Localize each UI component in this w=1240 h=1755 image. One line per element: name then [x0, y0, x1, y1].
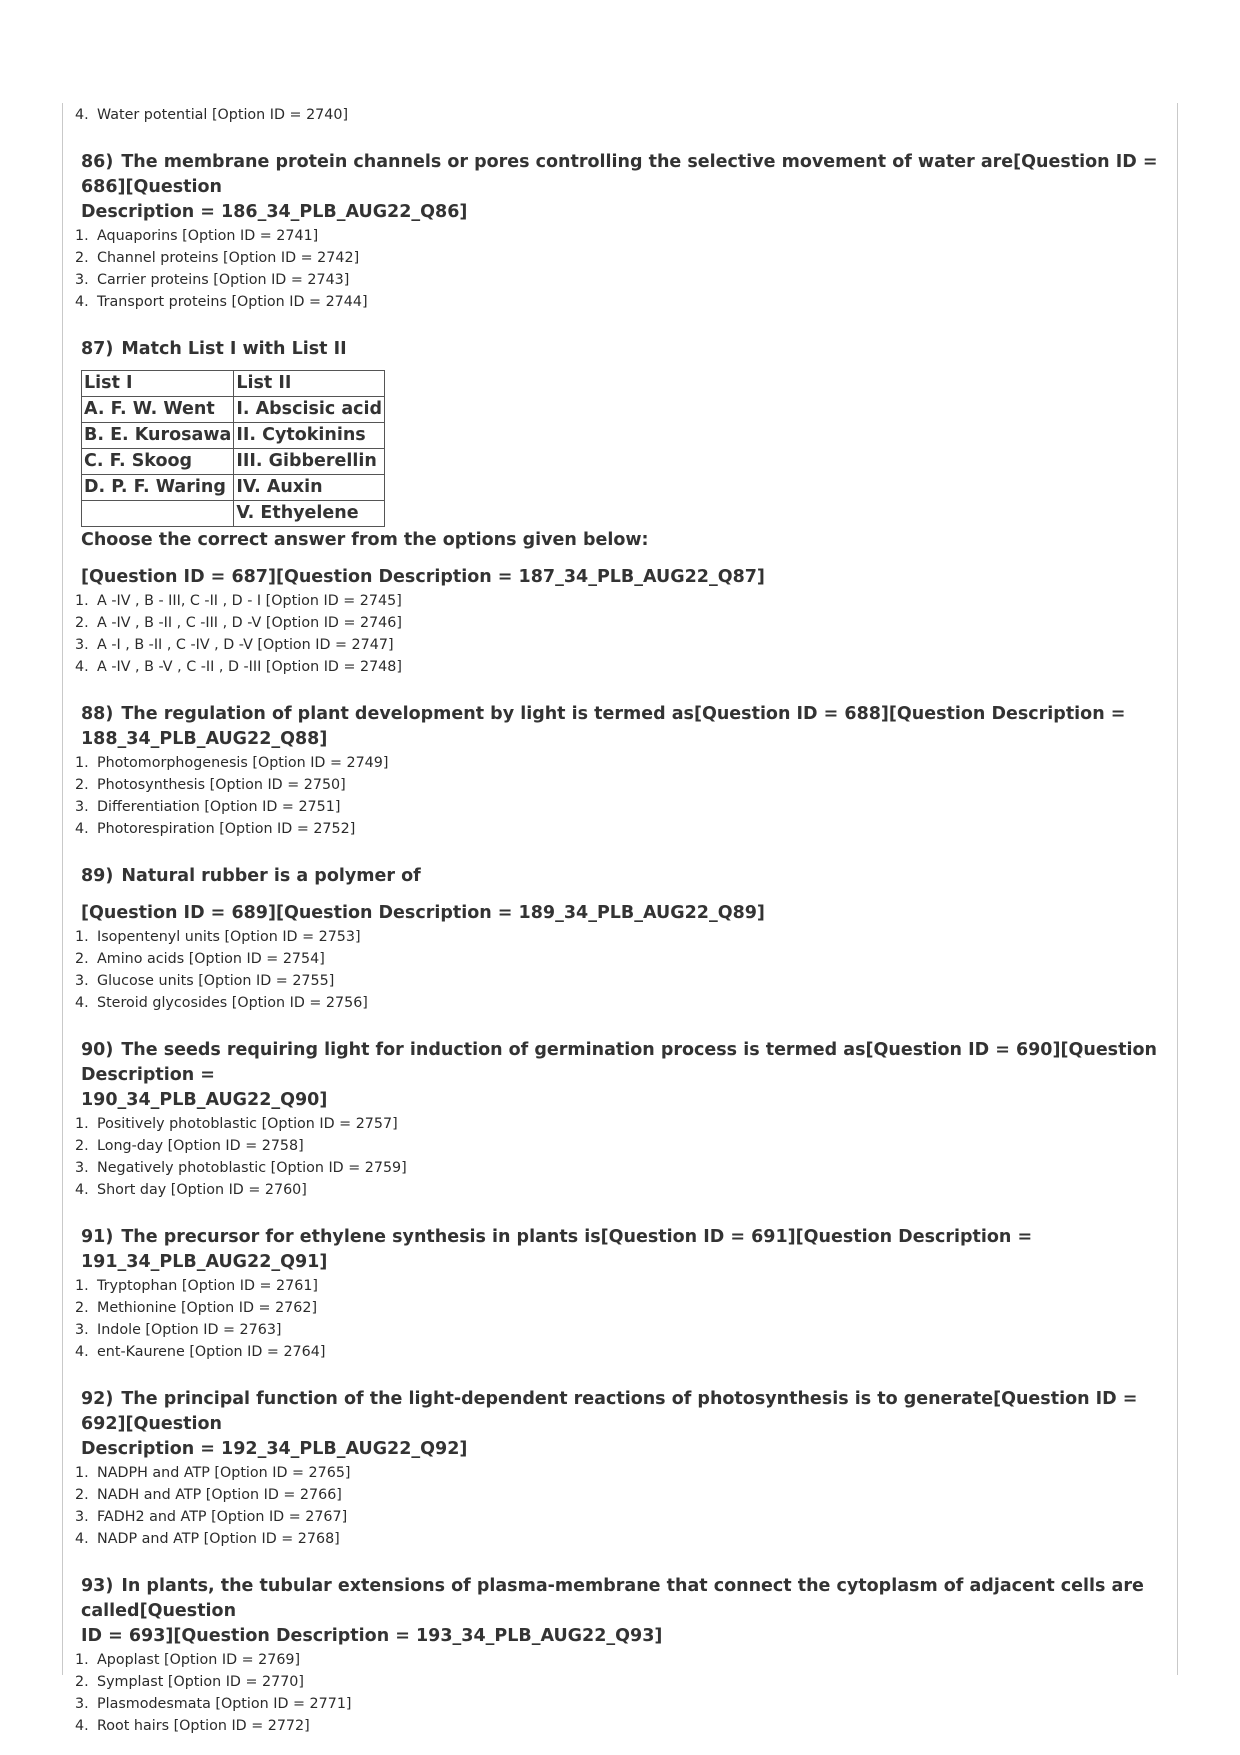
option-item: 4. Steroid glycosides [Option ID = 2756] — [75, 995, 368, 1011]
question-text: 89) Natural rubber is a polymer of — [81, 866, 421, 886]
option-item: 1. Photomorphogenesis [Option ID = 2749] — [75, 755, 389, 771]
question-text: 91) The precursor for ethylene synthesis in plants is[Question ID = 691][Question Description = 191_34_PLB_AUG22_Q91] — [81, 1227, 1033, 1272]
question-91 — [75, 1225, 1175, 1363]
option-item: 4. Transport proteins [Option ID = 2744] — [75, 294, 368, 310]
option-item: 4. Root hairs [Option ID = 2772] — [75, 1718, 310, 1734]
table-cell — [82, 501, 234, 527]
table-cell: B. E. Kurosawa — [82, 423, 234, 449]
option-item: 1. Positively photoblastic [Option ID = 2757] — [75, 1116, 398, 1132]
table-cell: C. F. Skoog — [82, 449, 234, 475]
option-item: 3. Carrier proteins [Option ID = 2743] — [75, 272, 350, 288]
option-item: 3. Indole [Option ID = 2763] — [75, 1322, 282, 1338]
question-paper — [75, 104, 1175, 1737]
table-cell: A. F. W. Went — [82, 397, 234, 423]
table-header-cell: List I — [82, 371, 234, 397]
option-item: 4. ent-Kaurene [Option ID = 2764] — [75, 1344, 326, 1360]
question-id-line: [Question ID = 689][Question Description = 189_34_PLB_AUG22_Q89] — [81, 903, 765, 923]
question-text: 90) The seeds requiring light for induction of germination process is termed as[Question ID = 690][Question Description = 190_34_PLB_AUG22_Q90] — [81, 1040, 1157, 1110]
table-cell: V. Ethyelene — [234, 501, 385, 527]
option-item: 2. Channel proteins [Option ID = 2742] — [75, 250, 360, 266]
question-87 — [75, 337, 1175, 678]
question-93 — [75, 1574, 1175, 1737]
table-cell: III. Gibberellin — [234, 449, 385, 475]
option-item: 2. Symplast [Option ID = 2770] — [75, 1674, 304, 1690]
option-item: 2. Amino acids [Option ID = 2754] — [75, 951, 325, 967]
option-item: 3. Plasmodesmata [Option ID = 2771] — [75, 1696, 352, 1712]
option-item: 3. A -I , B -II , C -IV , D -V [Option ID = 2747] — [75, 637, 394, 653]
table-cell: I. Abscisic acid — [234, 397, 385, 423]
question-90 — [75, 1038, 1175, 1201]
left-margin-rule — [62, 103, 63, 1675]
option-item: 2. A -IV , B -II , C -III , D -V [Option ID = 2746] — [75, 615, 402, 631]
option-item: 1. Tryptophan [Option ID = 2761] — [75, 1278, 318, 1294]
table-row — [82, 449, 385, 475]
option-item: 2. Methionine [Option ID = 2762] — [75, 1300, 318, 1316]
option-item: 1. Aquaporins [Option ID = 2741] — [75, 228, 319, 244]
table-cell: II. Cytokinins — [234, 423, 385, 449]
question-86 — [75, 150, 1175, 313]
option-item: 2. Photosynthesis [Option ID = 2750] — [75, 777, 346, 793]
option-item: 3. Negatively photoblastic [Option ID = 2759] — [75, 1160, 407, 1176]
option-item: 1. Apoplast [Option ID = 2769] — [75, 1652, 301, 1668]
question-text: 87) Match List I with List II — [81, 339, 347, 359]
option-item: 2. Long-day [Option ID = 2758] — [75, 1138, 304, 1154]
table-row — [82, 501, 385, 527]
option-item: 4. Water potential [Option ID = 2740] — [75, 107, 349, 123]
option-item: 4. A -IV , B -V , C -II , D -III [Option ID = 2748] — [75, 659, 402, 675]
instruction-text: Choose the correct answer from the options given below: — [81, 530, 649, 550]
option-item: 4. Photorespiration [Option ID = 2752] — [75, 821, 356, 837]
option-item: 2. NADH and ATP [Option ID = 2766] — [75, 1487, 342, 1503]
table-cell: IV. Auxin — [234, 475, 385, 501]
option-item: 3. Glucose units [Option ID = 2755] — [75, 973, 335, 989]
option-item: 3. Differentiation [Option ID = 2751] — [75, 799, 341, 815]
question-text: 86) The membrane protein channels or pores controlling the selective movement of water are[Question ID = 686][Question Description = 186_34_PLB_AUG22_Q86] — [81, 152, 1158, 222]
question-92 — [75, 1387, 1175, 1550]
option-item: 1. Isopentenyl units [Option ID = 2753] — [75, 929, 361, 945]
table-header-cell: List II — [234, 371, 385, 397]
option-item: 4. NADP and ATP [Option ID = 2768] — [75, 1531, 340, 1547]
table-cell: D. P. F. Waring — [82, 475, 234, 501]
table-row — [82, 475, 385, 501]
table-row — [82, 423, 385, 449]
option-item: 1. A -IV , B - III, C -II , D - I [Option ID = 2745] — [75, 593, 402, 609]
question-id-line: [Question ID = 687][Question Description = 187_34_PLB_AUG22_Q87] — [81, 567, 765, 587]
table-row — [82, 397, 385, 423]
question-88 — [75, 702, 1175, 840]
option-item: 1. NADPH and ATP [Option ID = 2765] — [75, 1465, 351, 1481]
question-text: 93) In plants, the tubular extensions of plasma-membrane that connect the cytoplasm of adjacent cells are called[Question ID = 693][Question Description = 193_34_PLB_AUG22_Q93] — [81, 1576, 1144, 1646]
match-table — [81, 370, 385, 527]
table-header-row — [82, 371, 385, 397]
option-item: 4. Short day [Option ID = 2760] — [75, 1182, 307, 1198]
question-text: 92) The principal function of the light-dependent reactions of photosynthesis is to generate[Question ID = 692][Question Description = 192_34_PLB_AUG22_Q92] — [81, 1389, 1138, 1459]
option-item: 3. FADH2 and ATP [Option ID = 2767] — [75, 1509, 348, 1525]
question-text: 88) The regulation of plant development by light is termed as[Question ID = 688][Question Description = 188_34_PLB_AUG22_Q88] — [81, 704, 1126, 749]
right-margin-rule — [1177, 103, 1178, 1675]
question-89 — [75, 864, 1175, 1014]
